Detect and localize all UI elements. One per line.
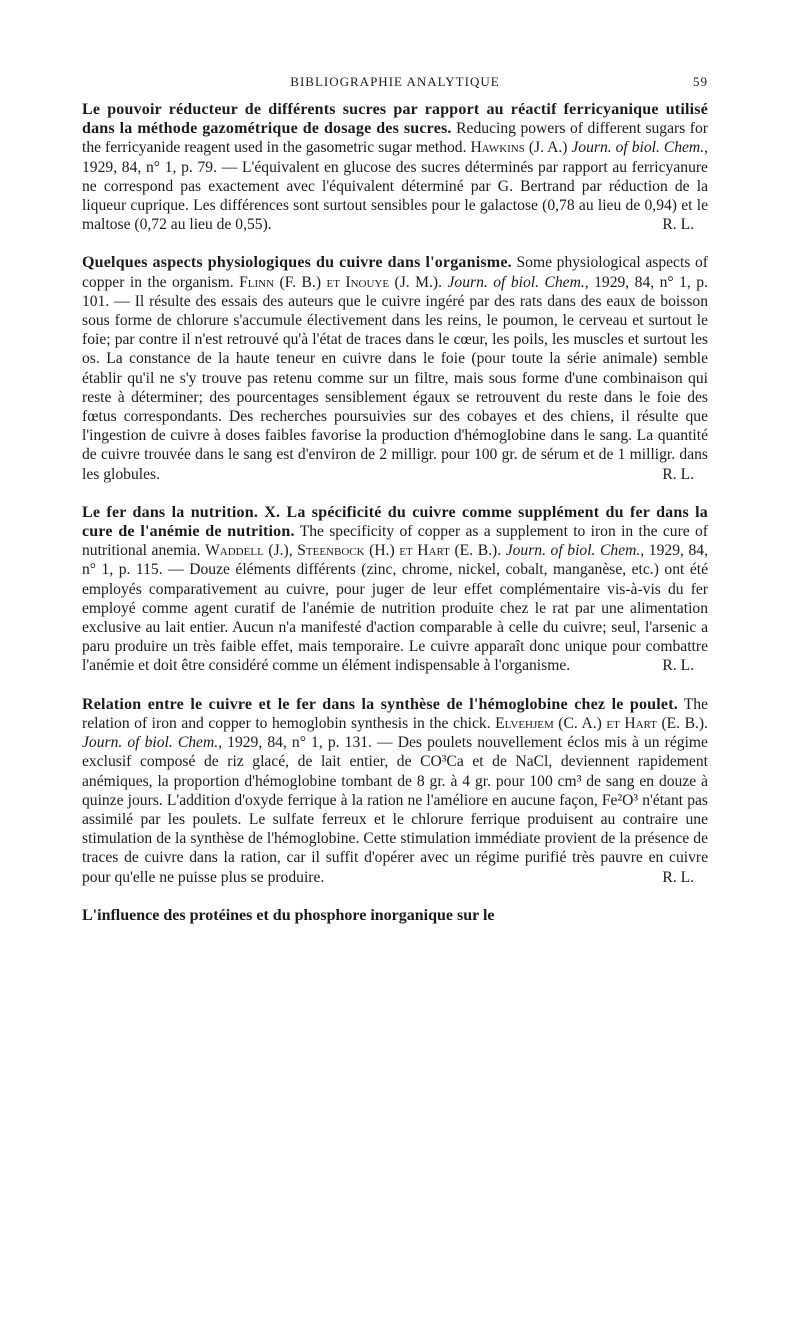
abstract-entry-1 xyxy=(82,100,708,234)
abstract-entry-3 xyxy=(82,503,708,676)
entry-abstract: — L'équivalent en glucose des sucres déterminés par rapport au ferricyanure ne correspond pas exactement avec l'équivalent déterminé par G. Bertrand par réduction de la liqueur cuprique. Les différences sont surtout sensibles pour le galactose (0,78 au lieu de 0,94) et le maltose (0,72 au lieu de 0,55). xyxy=(82,158,708,234)
entry-citation: 1929, 84, n° 1, p. 115. xyxy=(82,542,708,579)
entry-signature: R. L. xyxy=(662,657,694,675)
entry-signature: R. L. xyxy=(662,868,694,886)
abstract-entry-2 xyxy=(82,253,708,483)
page-number: 59 xyxy=(693,74,708,89)
running-title: BIBLIOGRAPHIE ANALYTIQUE xyxy=(290,74,500,89)
entry-citation: 1929, 84, n° 1, p. 79. xyxy=(82,158,218,176)
entry-authors: Waddell (J.), Steenbock (H.) et Hart (E. B.). xyxy=(205,542,502,560)
entry-journal: Journ. of biol. Chem., xyxy=(447,273,589,291)
entry-english-title: Reducing powers of different sugars for the ferricyanide reagent used in the gasometric sugar method. xyxy=(82,120,708,157)
entry-journal: Journ. of biol. Chem., xyxy=(505,542,645,560)
abstract-entry-4 xyxy=(82,695,708,887)
entry-abstract: — Il résulte des essais des auteurs que le cuivre ingéré par des rats dans des eaux de boisson sous forme de chlorure s'accumule électivement dans les reins, le poumon, le cerveau et surtout le foie; par contre il n'est retrouvé qu'à l'état de traces dans le cœur, les poils, les muscles et surtout les os. La constance de la haute teneur en cuivre dans le foie (pour toute la série animale) semble établir qu'il ne s'y trouve pas retenu comme sur un filtre, mais sous forme d'une combinaison qui reste à déterminer; des pourcentages sensiblement égaux se retrouvent du reste dans le foie des fœtus correspondants. Des recherches poursuivies sur des cobayes et des chiens, il résulte que l'ingestion de cuivre à doses faibles favorise la production d'hémoglobine dans le sang. La quantité de cuivre trouvée dans le sang est d'environ de 2 milligr. pour 100 gr. de sérum et de 1 milligr. dans les globules. xyxy=(82,292,708,483)
page xyxy=(82,74,708,925)
entry-english-title: Some physiological aspects of copper in the organism. xyxy=(82,254,708,291)
next-entry-title: L'influence des protéines et du phosphore inorganique sur le xyxy=(82,906,495,924)
entry-french-title: Relation entre le cuivre et le fer dans la synthèse de l'hémoglobine chez le poulet. xyxy=(82,695,678,713)
entry-signature: R. L. xyxy=(662,216,694,234)
entry-authors: Flinn (F. B.) et Inouye (J. M.). xyxy=(239,273,443,291)
entry-french-title: Quelques aspects physiologiques du cuivre dans l'organisme. xyxy=(82,254,512,272)
entry-abstract: — Des poulets nouvellement éclos mis à un régime exclusif composé de riz glacé, de lait entier, de CO³Ca et de NaCl, deviennent rapidement anémiques, la proportion d'hémoglobine tombant de 8 gr. à 4 gr. pour 100 cm³ de sang en douze à quinze jours. L'addition d'oxyde ferrique à la ration ne l'améliore en aucune façon, Fe²O³ n'étant pas assimilé par les poulets. Le sulfate ferreux et le chlorure ferrique produisent au contraire une stimulation de la synthèse de l'hémoglobine. Cette stimulation immédiate provient de la présence de traces de cuivre dans la ration, car il suffit d'opérer avec un régime purifié très pauvre en cuivre pour qu'elle ne puisse plus se produire. xyxy=(82,734,708,886)
entry-english-title: The specificity of copper as a supplement to iron in the cure of nutritional anemia. xyxy=(82,523,708,560)
entry-journal: Journ. of biol. Chem., xyxy=(571,139,708,157)
running-header xyxy=(82,74,708,100)
entry-authors: Elvehjem (C. A.) et Hart (E. B.). xyxy=(495,714,708,732)
entry-citation: 1929, 84, n° 1, p. 101. xyxy=(82,273,708,310)
entry-signature: R. L. xyxy=(662,465,694,483)
entry-french-title: Le pouvoir réducteur de différents sucres par rapport au réactif ferricyanique utilisé dans la méthode gazométrique de dosage des sucres. xyxy=(82,101,708,138)
entry-english-title: The relation of iron and copper to hemoglobin synthesis in the chick. xyxy=(82,695,709,732)
entry-abstract: — Douze éléments différents (zinc, chrome, nickel, cobalt, manganèse, etc.) ont été employés comparativement au cuivre, pour juger de leur effet complémentaire vis-à-vis du fer employé comme agent curatif de l'anémie de nutrition produite chez le rat par une alimentation exclusive au lait entier. Aucun n'a manifesté d'action comparable à celle du cuivre; seul, l'arsenic a paru produire un très faible effet, mais temporaire. Le cuivre apparaît donc unique pour combattre l'anémie et doit être considéré comme un élément indispensable à l'organisme. xyxy=(82,561,708,675)
entry-french-title: Le fer dans la nutrition. X. La spécificité du cuivre comme supplément du fer dans la cure de l'anémie de nutrition. xyxy=(82,503,708,541)
entry-journal: Journ. of biol. Chem., xyxy=(82,734,223,752)
entry-citation: 1929, 84, n° 1, p. 131. xyxy=(227,734,372,752)
entry-authors: Hawkins (J. A.) xyxy=(470,139,568,157)
